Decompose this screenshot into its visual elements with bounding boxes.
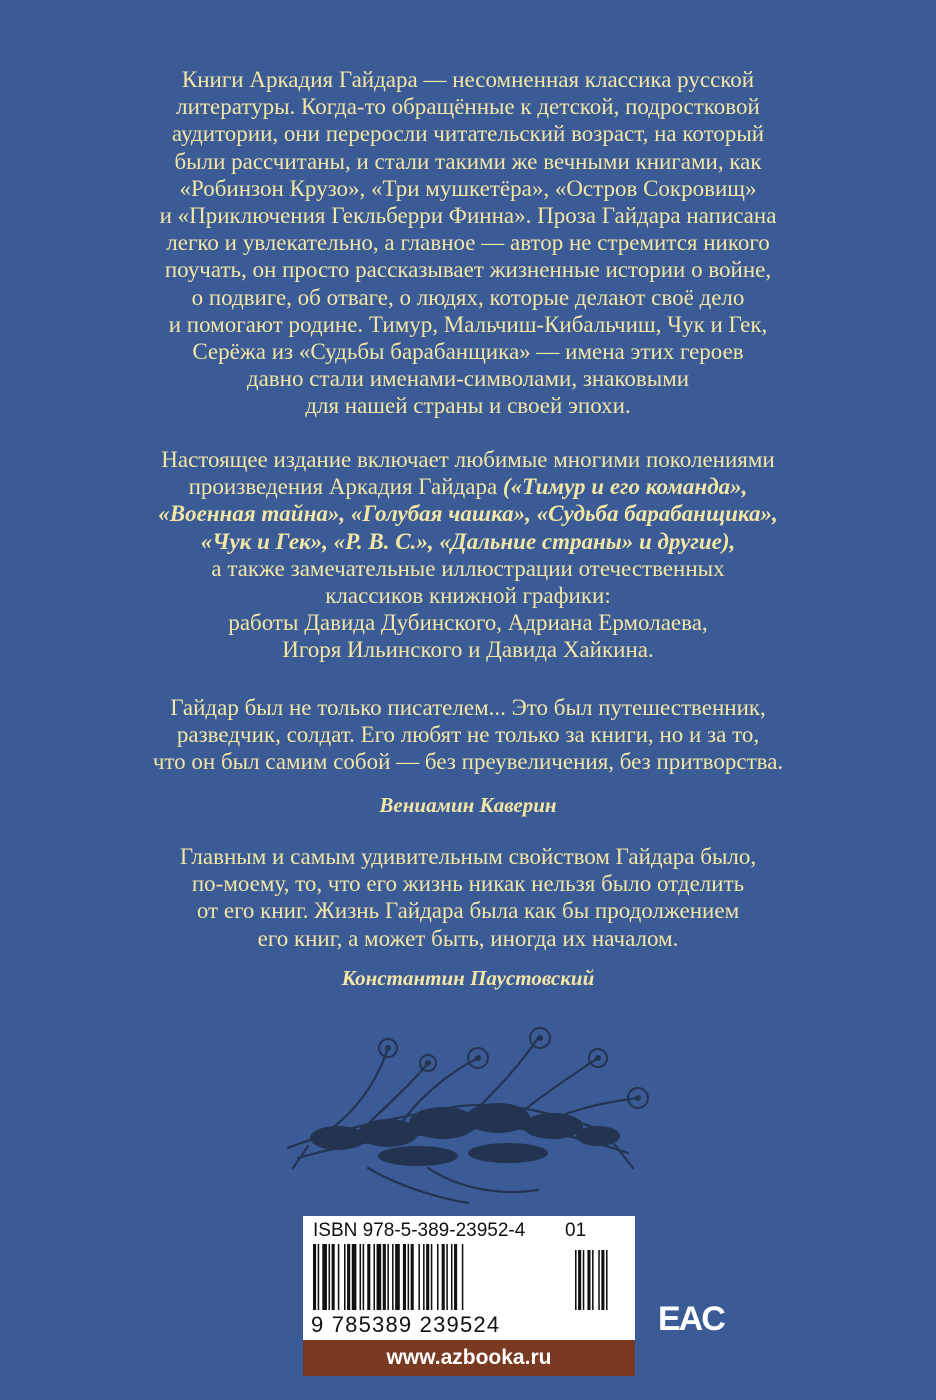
text-line: Книги Аркадия Гайдара — несомненная классика русской (181, 67, 755, 92)
barcode-bar (418, 1244, 420, 1310)
barcode-bar (329, 1244, 331, 1310)
quote-paustovsky (96, 843, 840, 952)
text-line: аудитории, они переросли читательский возраст, на который (171, 121, 765, 147)
eac-mark: EAC (658, 1300, 724, 1338)
barcode-bar (442, 1244, 445, 1310)
isbn-addon-label: 01 (565, 1220, 587, 1241)
barcode-bar (313, 1244, 316, 1310)
addon-bar (606, 1250, 608, 1310)
text-line: давно стали именами-символами, знаковыми (246, 366, 690, 392)
barcode-bar (454, 1244, 457, 1310)
barcode-bars (313, 1244, 625, 1314)
barcode-bar (383, 1244, 386, 1310)
text-line: от его книг. Жизнь Гайдара была как бы продолжением (196, 898, 740, 924)
text-line: о подвиге, об отваге, о людях, которые делают своё дело (191, 284, 745, 310)
text-line: Главным и самым удивительным свойством Гайдара было, (179, 844, 757, 869)
text-line: Серёжа из «Судьбы барабанщика» — имена этих героев (192, 339, 744, 365)
barcode-bar (451, 1244, 453, 1310)
text-line: для нашей страны и своей эпохи. (305, 393, 631, 419)
text-line: поучать, он просто рассказывает жизненные истории о войне, (164, 257, 772, 283)
barcode-bar (347, 1244, 350, 1310)
works-list-italic: «Военная тайна», «Голубая чашка», «Судьба барабанщика», (158, 501, 778, 527)
works-list-italic: «Чук и Гек», «Р. В. С.», «Дальние страны» и другие), (200, 528, 736, 554)
text-line: были рассчитаны, и стали такими же вечными книгами, как (174, 148, 762, 174)
barcode-bar (403, 1244, 406, 1310)
barcode-bar (395, 1244, 400, 1310)
text-line: легко и увлекательно, а главное — автор не стремится никого (166, 230, 770, 256)
barcode-bar (408, 1244, 410, 1310)
addon-bar (575, 1250, 577, 1310)
publisher-url: www.azbooka.ru (303, 1340, 635, 1376)
addon-bar (601, 1250, 604, 1310)
edition-paragraph (96, 446, 840, 664)
barcode-digits: 9 785389 239524 (311, 1312, 501, 1337)
text-line: разведчик, солдат. Его любят не только за книги, но и за то, (176, 722, 760, 748)
quote-kaverin (96, 694, 840, 776)
isbn-label: ISBN 978-5-389-23952-4 (313, 1220, 526, 1241)
barcode-panel (303, 1216, 635, 1376)
barcode-bar (426, 1244, 429, 1310)
text-line (96, 500, 840, 527)
text-line (96, 473, 840, 500)
text-line: Настоящее издание включает любимые многими поколениями (161, 447, 775, 472)
barcode-bar (332, 1244, 335, 1310)
text-run: произведения Аркадия Гайдара (188, 474, 503, 500)
text-line: его книг, а может быть, иногда их началом. (257, 925, 679, 951)
text-line: и «Приключения Гекльберри Финна». Проза Гайдара написана (159, 203, 777, 229)
barcode-bar (344, 1244, 346, 1310)
barcode-bar (360, 1244, 362, 1310)
text-line: а также замечательные иллюстрации отечественных (211, 555, 725, 581)
barcode-bar (352, 1244, 357, 1310)
quote-author: Вениамин Каверин (379, 793, 557, 817)
text-line: Игоря Ильинского и Давида Хайкина. (282, 637, 654, 663)
text-line: и помогают родине. Тимур, Мальчиш-Кибальчиш, Чук и Гек, (168, 311, 768, 337)
barcode-bar (322, 1244, 327, 1310)
barcode-bar (387, 1244, 389, 1310)
addon-bar (583, 1250, 585, 1310)
text-line: классиков книжной графики: (325, 583, 611, 609)
barcode-bar (411, 1244, 414, 1310)
barcode-bar (367, 1244, 370, 1310)
barcode-bar (423, 1244, 425, 1310)
barcode-bar (392, 1244, 394, 1310)
flowers-icon (278, 1018, 658, 1218)
addon-bar (578, 1250, 581, 1310)
description-paragraph (96, 66, 840, 420)
barcode-bar (437, 1244, 439, 1310)
text-line: «Робинзон Крузо», «Три мушкетёра», «Остров Сокровищ» (179, 175, 757, 201)
barcode-bar (446, 1244, 448, 1310)
barcode-bar (318, 1244, 320, 1310)
barcode-bar (373, 1244, 375, 1310)
barcode-bar (338, 1244, 340, 1310)
barcode-bar (431, 1244, 433, 1310)
text-line: литературы. Когда-то обращённые к детской, подростковой (176, 94, 760, 120)
text-line (96, 528, 840, 555)
quote-author: Константин Паустовский (341, 966, 595, 990)
barcode-bar (377, 1244, 382, 1310)
barcode-bar (462, 1244, 464, 1310)
addon-bar (598, 1250, 600, 1310)
text-line: работы Давида Дубинского, Адриана Ермолаева, (228, 610, 708, 636)
text-line: по-моему, то, что его жизнь никак нельзя было отделить (191, 871, 745, 897)
works-list-italic: («Тимур и его команда», (502, 474, 748, 500)
addon-bar (592, 1250, 594, 1310)
addon-bar (587, 1250, 590, 1310)
text-line: Гайдар был не только писателем... Это был путешественник, (170, 695, 766, 720)
text-line: что он был самим собой — без преувеличения, без притворства. (152, 749, 784, 775)
barcode-bar (363, 1244, 365, 1310)
